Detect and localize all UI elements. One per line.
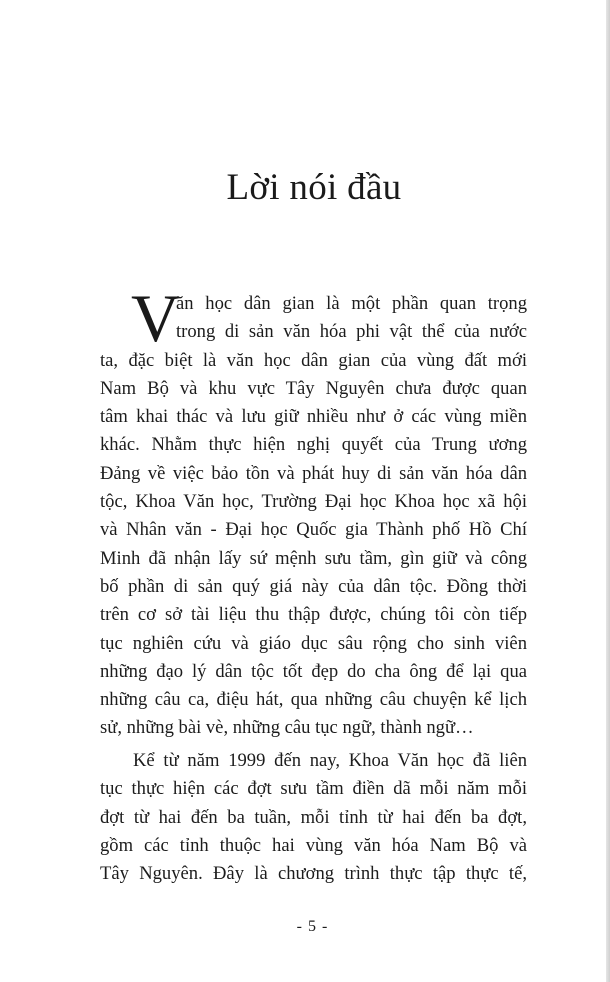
text-line: đợt từ hai đến ba tuần, mỗi tỉnh từ hai đến ba đợt, — [100, 806, 527, 828]
text-line: tục thực hiện các đợt sưu tầm điền dã mỗi năm mỗi — [100, 778, 527, 800]
page-edge — [606, 0, 610, 982]
text-line: khác. Nhằm thực hiện nghị quyết của Trung ương — [100, 434, 527, 456]
text-line: những câu ca, điệu hát, qua những câu chuyện kể lịch — [100, 689, 527, 711]
text-line: sử, những bài vè, những câu tục ngữ, thành ngữ… — [100, 717, 474, 739]
page-title: Lời nói đầu — [226, 167, 402, 208]
text-line: Tây Nguyên. Đây là chương trình thực tập thực tế, — [100, 863, 527, 885]
drop-cap: V — [131, 280, 181, 356]
text-line: gồm các tỉnh thuộc hai vùng văn hóa Nam Bộ và — [100, 834, 527, 856]
text-line: ta, đặc biệt là văn học dân gian của vùng đất mới — [100, 349, 527, 371]
text-line: trên cơ sở tài liệu thu thập được, chúng tôi còn tiếp — [100, 604, 527, 626]
text-line: Kể từ năm 1999 đến nay, Khoa Văn học đã liên — [133, 750, 527, 771]
text-line: ăn học dân gian là một phần quan trọng — [176, 293, 527, 314]
text-line: tộc, Khoa Văn học, Trường Đại học Khoa học xã hội — [100, 491, 527, 513]
text-line: những đạo lý dân tộc tốt đẹp do cha ông để lại qua — [100, 660, 527, 682]
text-line: và Nhân văn - Đại học Quốc gia Thành phố Hồ Chí — [100, 519, 527, 541]
paragraph-1 — [100, 290, 527, 743]
page-number: - 5 - — [296, 918, 329, 935]
text-line: Đảng về việc bảo tồn và phát huy di sản văn hóa dân — [100, 462, 527, 484]
text-line: bố phần di sản quý giá này của dân tộc. Đồng thời — [100, 575, 527, 597]
paragraph-2 — [100, 747, 527, 888]
text-line: tục nghiên cứu và giáo dục sâu rộng cho sinh viên — [100, 632, 527, 654]
text-line: Nam Bộ và khu vực Tây Nguyên chưa được quan — [100, 377, 527, 399]
text-line: tâm khai thác và lưu giữ nhiều như ở các vùng miền — [100, 406, 527, 428]
text-line: Minh đã nhận lấy sứ mệnh sưu tầm, gìn giữ và công — [100, 547, 527, 569]
text-line: trong di sản văn hóa phi vật thể của nước — [176, 321, 527, 343]
